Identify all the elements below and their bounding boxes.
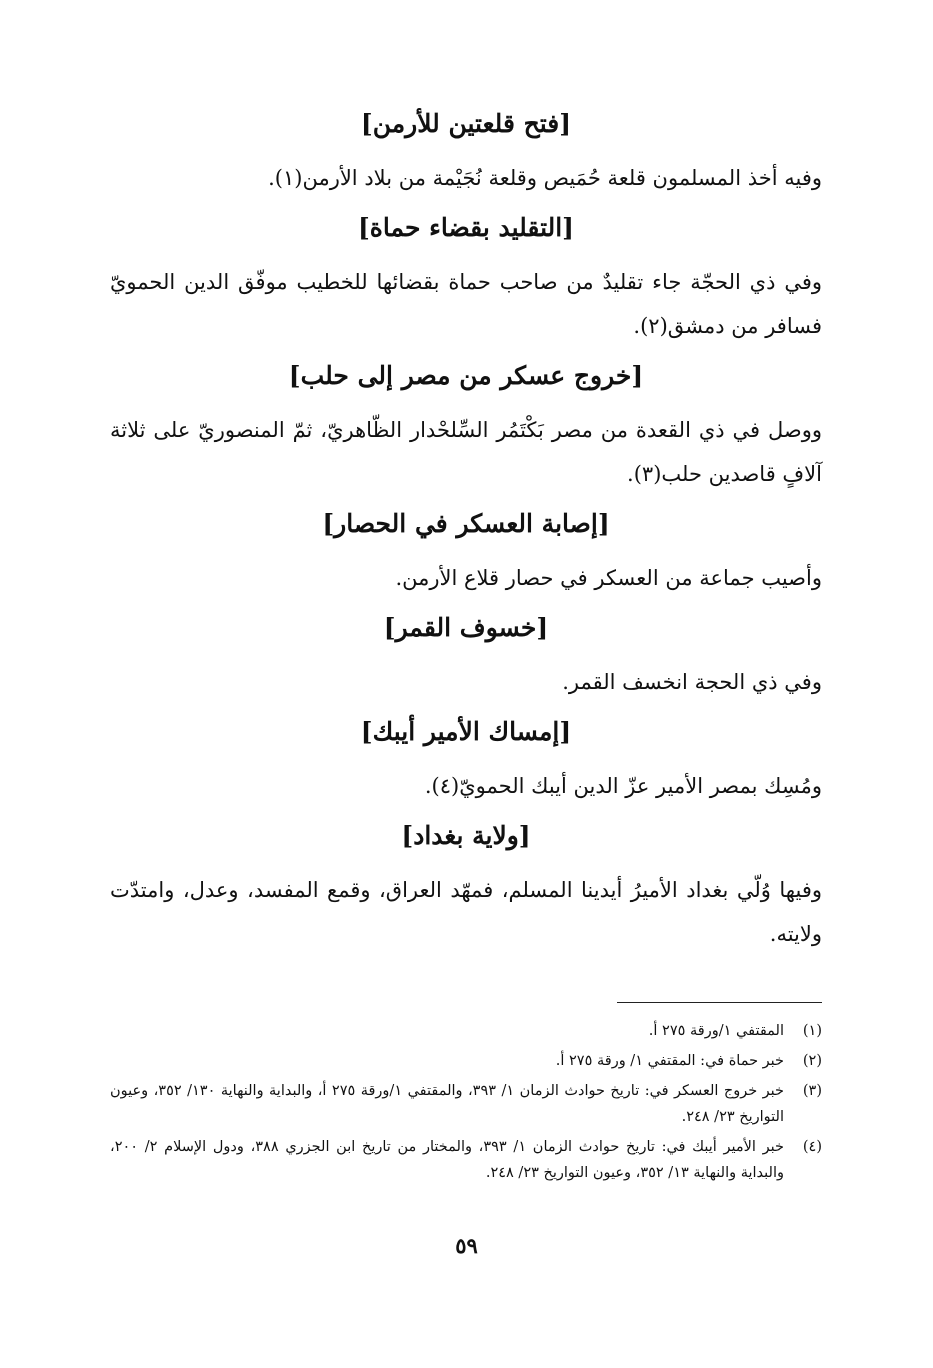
- section-heading: [إمساك الأمير أيبك]: [360, 717, 572, 746]
- footnote-number: (٣): [802, 1083, 822, 1099]
- section-hama-judgeship: [110, 210, 822, 348]
- footnote-number: (٤): [802, 1139, 822, 1155]
- section-text: وأصيب جماعة من العسكر في حصار قلاع الأرمن.: [395, 566, 822, 590]
- footnote-text: خبر الأمير أيبك في: تاريخ حوادث الزمان ١/ ٣٩٣، والمختار من تاريخ ابن الجزري ٣٨٨، ودول الإسلام ٢/ ٢٠٠، والبداية والنهاية ١٣/ ٣٥٢، وعيون التواريخ ٢٣/ ٢٤٨.: [110, 1139, 784, 1181]
- section-heading: [إصابة العسكر في الحصار]: [322, 509, 610, 538]
- section-lunar-eclipse: [110, 610, 822, 704]
- footnote: [110, 1018, 822, 1044]
- section-heading: [خسوف القمر]: [383, 613, 549, 642]
- section-text: وفيه أخذ المسلمون قلعة حُمَيص وقلعة نُجَيْمة من بلاد الأرمن(١).: [268, 166, 822, 190]
- footnote-text: خبر حماة في: المقتفي ١/ ورقة ٢٧٥ أ.: [555, 1053, 784, 1069]
- section-heading: [التقليد بقضاء حماة]: [357, 213, 575, 242]
- section-arrest-aybak: [110, 714, 822, 808]
- page-number: ٥٩: [455, 1233, 478, 1258]
- footnote-number: (٢): [802, 1053, 822, 1069]
- section-text: وفيها وُلّي بغداد الأميرُ أيدينا المسلم، فمهّد العراق، وقمع المفسد، وعدل، وامتدّت ولايته.: [110, 878, 822, 946]
- section-heading: [خروج عسكر من مصر إلى حلب]: [288, 361, 644, 390]
- section-text: ومُسِك بمصر الأمير عزّ الدين أيبك الحمويّ(٤).: [424, 774, 822, 798]
- section-siege-casualties: [110, 506, 822, 600]
- section-army-to-aleppo: [110, 358, 822, 496]
- footnote: [110, 1048, 822, 1074]
- footnote-text: خبر خروج العسكر في: تاريخ حوادث الزمان ١/ ٣٩٣، والمقتفي ١/ورقة ٢٧٥ أ، والبداية والنهاية ١٣٠/ ٣٥٢، وعيون التواريخ ٢٣/ ٢٤٨.: [110, 1083, 784, 1125]
- section-armenian-castles: [110, 106, 822, 200]
- section-text: ووصل في ذي القعدة من مصر بَكْتَمُر السِّلحْدار الظّاهريّ، ثمّ المنصوريّ على ثلاثة آلافٍ قاصدين حلب(٣).: [110, 418, 822, 486]
- section-baghdad-governorship: [110, 818, 822, 956]
- footnotes: [110, 1018, 822, 1190]
- footnote: [110, 1078, 822, 1130]
- footnote: [110, 1134, 822, 1186]
- footnote-text: المقتفي ١/ورقة ٢٧٥ أ.: [648, 1023, 784, 1039]
- section-heading: [ولاية بغداد]: [401, 821, 531, 850]
- page-body: [110, 100, 822, 966]
- section-text: وفي ذي الحجّة جاء تقليدٌ من صاحب حماة بقضائها للخطيب موفّق الدين الحمويّ فسافر من دمشق(٢).: [110, 270, 822, 338]
- section-text: وفي ذي الحجة انخسف القمر.: [562, 670, 822, 694]
- footnote-separator: [617, 1002, 822, 1003]
- section-heading: [فتح قلعتين للأرمن]: [360, 109, 572, 138]
- footnote-number: (١): [802, 1023, 822, 1039]
